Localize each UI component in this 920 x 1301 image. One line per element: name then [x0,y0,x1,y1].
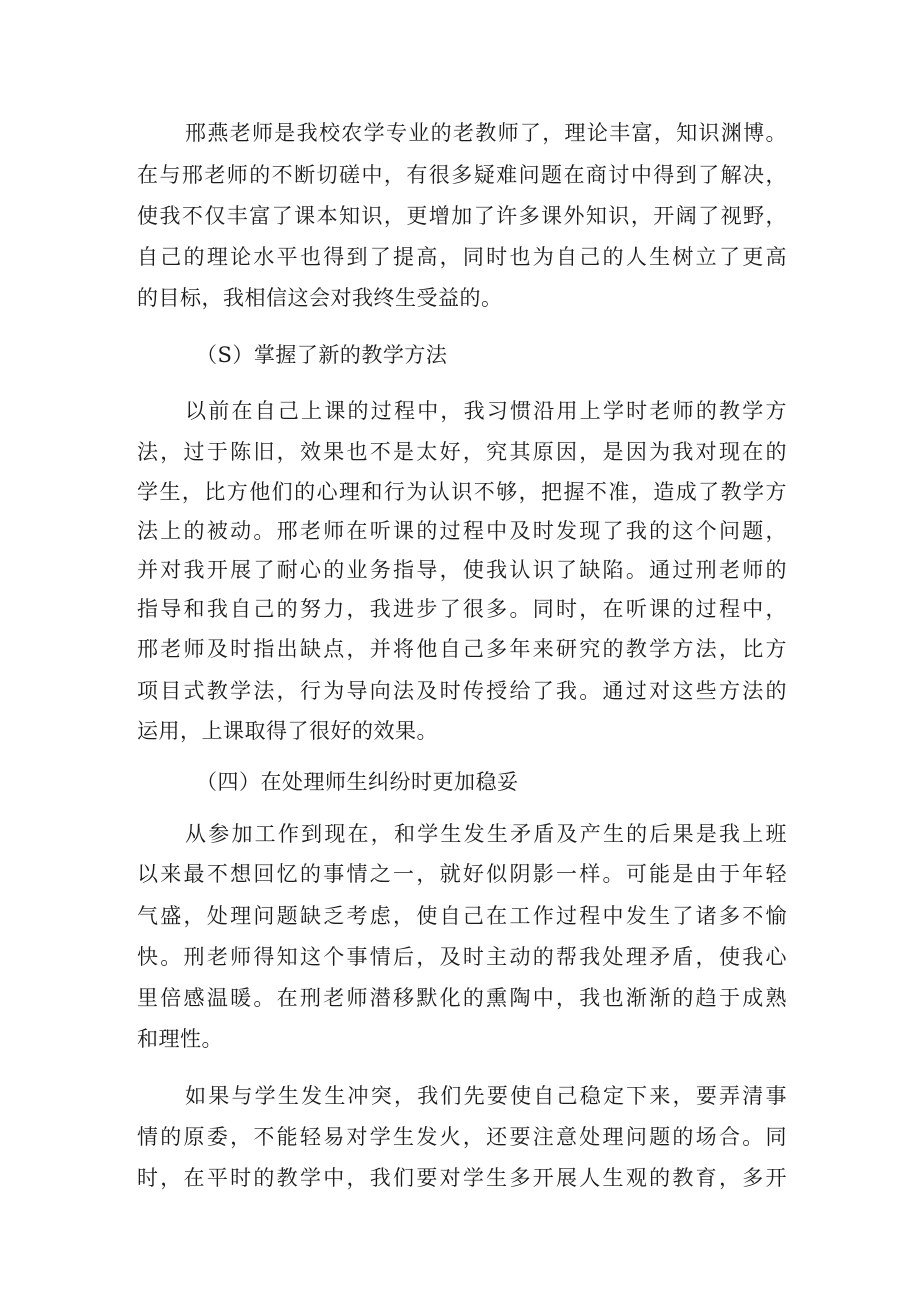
section-heading-conflict-handling: （四）在处理师生纠纷时更加稳妥 [196,770,519,794]
text-line: 使我不仅丰富了课本知识，更增加了许多课外知识，开阔了视野， [137,204,787,228]
text-line: 从参加工作到现在，和学生发生矛盾及产生的后果是我上班 [185,822,787,846]
text-line: 项目式教学法，行为导向法及时传授给了我。通过对这些方法的 [137,679,787,703]
text-line: 情的原委，不能轻易对学生发火，还要注意处理问题的场合。同 [137,1125,787,1149]
text-line: 指导和我自己的努力，我进步了很多。同时，在听课的过程中， [137,597,787,621]
text-line: 法，过于陈旧，效果也不是太好，究其原因，是因为我对现在的 [137,440,787,464]
text-line: 和理性。 [137,1027,223,1051]
text-line: 以来最不想回忆的事情之一，就好似阴影一样。可能是由于年轻 [137,862,787,886]
text-line: 里倍感温暖。在刑老师潜移默化的熏陶中，我也渐渐的趋于成熟 [137,986,787,1010]
text-line: 快。刑老师得知这个事情后，及时主动的帮我处理矛盾，使我心 [137,945,787,969]
text-line: 自己的理论水平也得到了提高，同时也为自己的人生树立了更高 [137,245,787,269]
text-line: 并对我开展了耐心的业务指导，使我认识了缺陷。通过刑老师的 [137,558,787,582]
text-line: 邢老师及时指出缺点，并将他自己多年来研究的教学方法，比方 [137,637,787,661]
text-line: 学生，比方他们的心理和行为认识不够，把握不准，造成了教学方 [137,480,787,504]
text-line: 的目标，我相信这会对我终生受益的。 [137,286,503,310]
text-line: 运用，上课取得了很好的效果。 [137,719,438,743]
text-line: 以前在自己上课的过程中，我习惯沿用上学时老师的教学方 [185,399,787,423]
text-line: 如果与学生发生冲突，我们先要使自己稳定下来，要弄清事 [185,1084,787,1108]
text-line: 时，在平时的教学中，我们要对学生多开展人生观的教育，多开 [137,1166,787,1190]
text-line: 在与邢老师的不断切磋中，有很多疑难问题在商讨中得到了解决， [137,163,787,187]
section-heading-new-methods: （S）掌握了新的教学方法 [196,343,448,367]
text-line: 气盛，处理问题缺乏考虑，使自己在工作过程中发生了诸多不愉 [137,904,787,928]
text-line: 邢燕老师是我校农学专业的老教师了，理论丰富，知识渊博。 [185,121,787,145]
text-line: 法上的被动。邢老师在听课的过程中及时发现了我的这个问题， [137,519,787,543]
